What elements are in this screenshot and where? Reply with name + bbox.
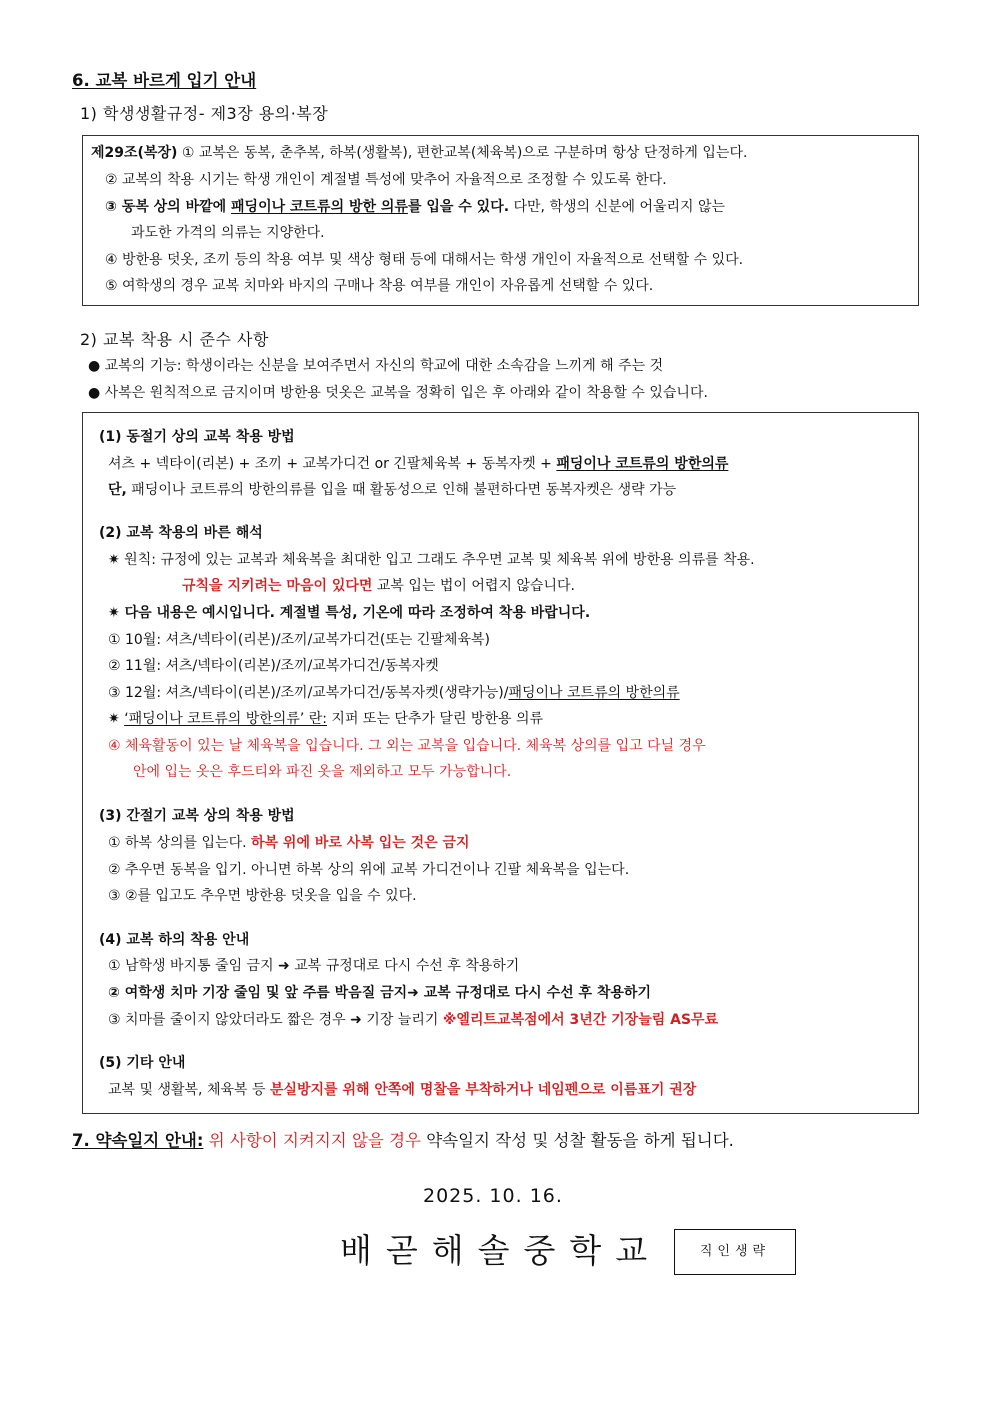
guide-heading-5: (5) 기타 안내 — [99, 1055, 186, 1071]
guide-heading-1: (1) 동절기 상의 교복 착용 방법 — [99, 429, 295, 445]
rule-3-c: 를 입을 수 있다. — [407, 199, 510, 215]
guide-4-line-2: ② 여학생 치마 기장 줄임 및 앞 주름 박음질 금지➜ 교복 규정대로 다시 수선 후 착용하기 — [108, 985, 651, 1001]
guide-4-length: ③ 치마를 줄이지 않았더라도 짧은 경우 ➜ 기장 늘리기 — [108, 1012, 443, 1028]
rule-line-1 — [91, 143, 747, 163]
guide-4-as-note: ※엘리트교복점에서 3년간 기장늘림 AS무료 — [442, 1012, 719, 1028]
guide-2-definition-mark: ✷ — [108, 711, 125, 727]
guide-2-pe-line-2: 안에 입는 옷은 후드티와 파진 옷을 제외하고 모두 가능합니다. — [133, 764, 512, 780]
guide-3-line-1 — [108, 833, 470, 853]
guide-4-line-3 — [108, 1010, 718, 1030]
guide-heading-2: (2) 교복 착용의 바른 해석 — [99, 525, 263, 541]
guide-2-line-1: ✷ 원칙: 규정에 있는 교복과 체육복을 최대한 입고 그래도 추우면 교복 및 체육복 위에 방한용 의류를 착용. — [108, 552, 755, 568]
section-7-text: 약속일지 작성 및 성찰 활동을 하게 됩니다. — [420, 1131, 734, 1150]
guide-4-line-1: ① 남학생 바지통 줄임 금지 ➜ 교복 규정대로 다시 수선 후 착용하기 — [108, 958, 520, 974]
guide-1-line-1 — [108, 454, 728, 474]
bullet-2: ● 사복은 원칙적으로 금지이며 방한용 덧옷은 교복을 정확히 입은 후 아래와 같이 착용할 수 있습니다. — [88, 385, 708, 401]
guide-2-continue: 교복 입는 법이 어렵지 않습니다. — [372, 578, 575, 594]
guide-heading-4: (4) 교복 하의 착용 안내 — [99, 932, 250, 948]
guide-3-prohibit: 하복 위에 바로 사복 입는 것은 금지 — [251, 835, 470, 851]
school-name: 배곧해솔중학교 — [340, 1231, 662, 1270]
guide-3-line-2: ② 추우면 동복을 입기. 아니면 하복 상의 위에 교복 가디건이나 긴팔 체육복을 입는다. — [108, 862, 630, 878]
rule-3-b: 패딩이나 코트류의 방한 의류 — [231, 199, 408, 215]
rule-3-d: 다만, 학생의 신분에 어울리지 않는 — [509, 199, 726, 215]
guide-2-line-3: ✷ 다음 내용은 예시입니다. 계절별 특성, 기온에 따라 조정하여 착용 바랍니다. — [108, 605, 591, 621]
guide-1-note-label: 단, — [108, 482, 127, 498]
guide-2-line-2 — [182, 576, 575, 596]
rule-article-text: ① 교복은 동복, 춘추복, 하복(생활복), 편한교복(체육복)으로 구분하며 항상 단정하게 입는다. — [177, 145, 748, 161]
guide-2-pe-line-1: ④ 체육활동이 있는 날 체육복을 입습니다. 그 외는 교복을 입습니다. 체육복 상의를 입고 다닐 경우 — [108, 738, 706, 754]
guide-5-line-1 — [108, 1080, 696, 1100]
rule-article-label: 제29조(복장) — [91, 145, 178, 161]
rule-line-5: ④ 방한용 덧옷, 조끼 등의 착용 여부 및 색상 형태 등에 대해서는 학생 개인이 자율적으로 선택할 수 있다. — [105, 252, 744, 268]
guide-2-definition — [108, 709, 543, 729]
guide-1-line-2 — [108, 480, 676, 500]
bullet-1: ● 교복의 기능: 학생이라는 신분을 보여주면서 자신의 학교에 대한 소속감을 느끼게 해 주는 것 — [88, 358, 664, 374]
guide-1-layers: 셔츠 + 넥타이(리본) + 조끼 + 교복가디건 or 긴팔체육복 + 동복자켓 + — [108, 456, 557, 472]
rule-3-a: ③ 동복 상의 바깥에 — [105, 199, 232, 215]
guide-2-december-padding: 패딩이나 코트류의 방한의류 — [508, 685, 680, 701]
guide-2-definition-term: ‘패딩이나 코트류의 방한의류’ 란: — [124, 711, 327, 727]
guide-2-december-layers: ③ 12월: 셔츠/넥타이(리본)/조끼/교복가디건/동복자켓(생략가능)/ — [108, 685, 509, 701]
seal-omitted-box: 직인생략 — [674, 1229, 796, 1275]
subsection-1-title: 1) 학생생활규정- 제3장 용의·복장 — [80, 104, 329, 123]
guide-heading-3: (3) 간절기 교복 상의 착용 방법 — [99, 808, 295, 824]
subsection-2-title: 2) 교복 착용 시 준수 사항 — [80, 330, 269, 349]
section-6-title: 6. 교복 바르게 입기 안내 — [72, 71, 257, 90]
guide-2-emphasis: 규칙을 지키려는 마음이 있다면 — [182, 578, 373, 594]
guide-5-nametag: 분실방지를 위해 안쪽에 명찰을 부착하거나 네임펜으로 이름표기 권장 — [269, 1082, 697, 1098]
guide-1-padding: 패딩이나 코트류의 방한의류 — [556, 456, 729, 472]
guide-3-summer: ① 하복 상의를 입는다. — [108, 835, 251, 851]
section-7-label: 7. 약속일지 안내: — [72, 1131, 204, 1150]
section-7-warning: 위 사항이 지켜지지 않을 경우 — [203, 1131, 421, 1150]
rule-line-3 — [105, 197, 725, 217]
guide-1-note: 패딩이나 코트류의 방한의류를 입을 때 활동성으로 인해 불편하다면 동복자켓은 생략 가능 — [126, 482, 677, 498]
rule-line-4: 과도한 가격의 의류는 지양한다. — [131, 225, 325, 241]
document-date: 2025. 10. 16. — [423, 1185, 563, 1207]
rule-line-2: ② 교복의 착용 시기는 학생 개인이 계절별 특성에 맞추어 자율적으로 조정할 수 있도록 한다. — [105, 172, 667, 188]
rule-line-6: ⑤ 여학생의 경우 교복 치마와 바지의 구매나 착용 여부를 개인이 자유롭게 선택할 수 있다. — [105, 278, 654, 294]
guide-2-december — [108, 683, 680, 703]
guide-3-line-3: ③ ②를 입고도 추우면 방한용 덧옷을 입을 수 있다. — [108, 888, 417, 904]
guide-2-october: ① 10월: 셔츠/넥타이(리본)/조끼/교복가디건(또는 긴팔체육복) — [108, 632, 490, 648]
section-7 — [72, 1131, 734, 1151]
guide-2-definition-text: 지퍼 또는 단추가 달린 방한용 의류 — [326, 711, 544, 727]
guide-5-items: 교복 및 생활복, 체육복 등 — [108, 1082, 270, 1098]
guide-2-november: ② 11월: 셔츠/넥타이(리본)/조끼/교복가디건/동복자켓 — [108, 658, 439, 674]
